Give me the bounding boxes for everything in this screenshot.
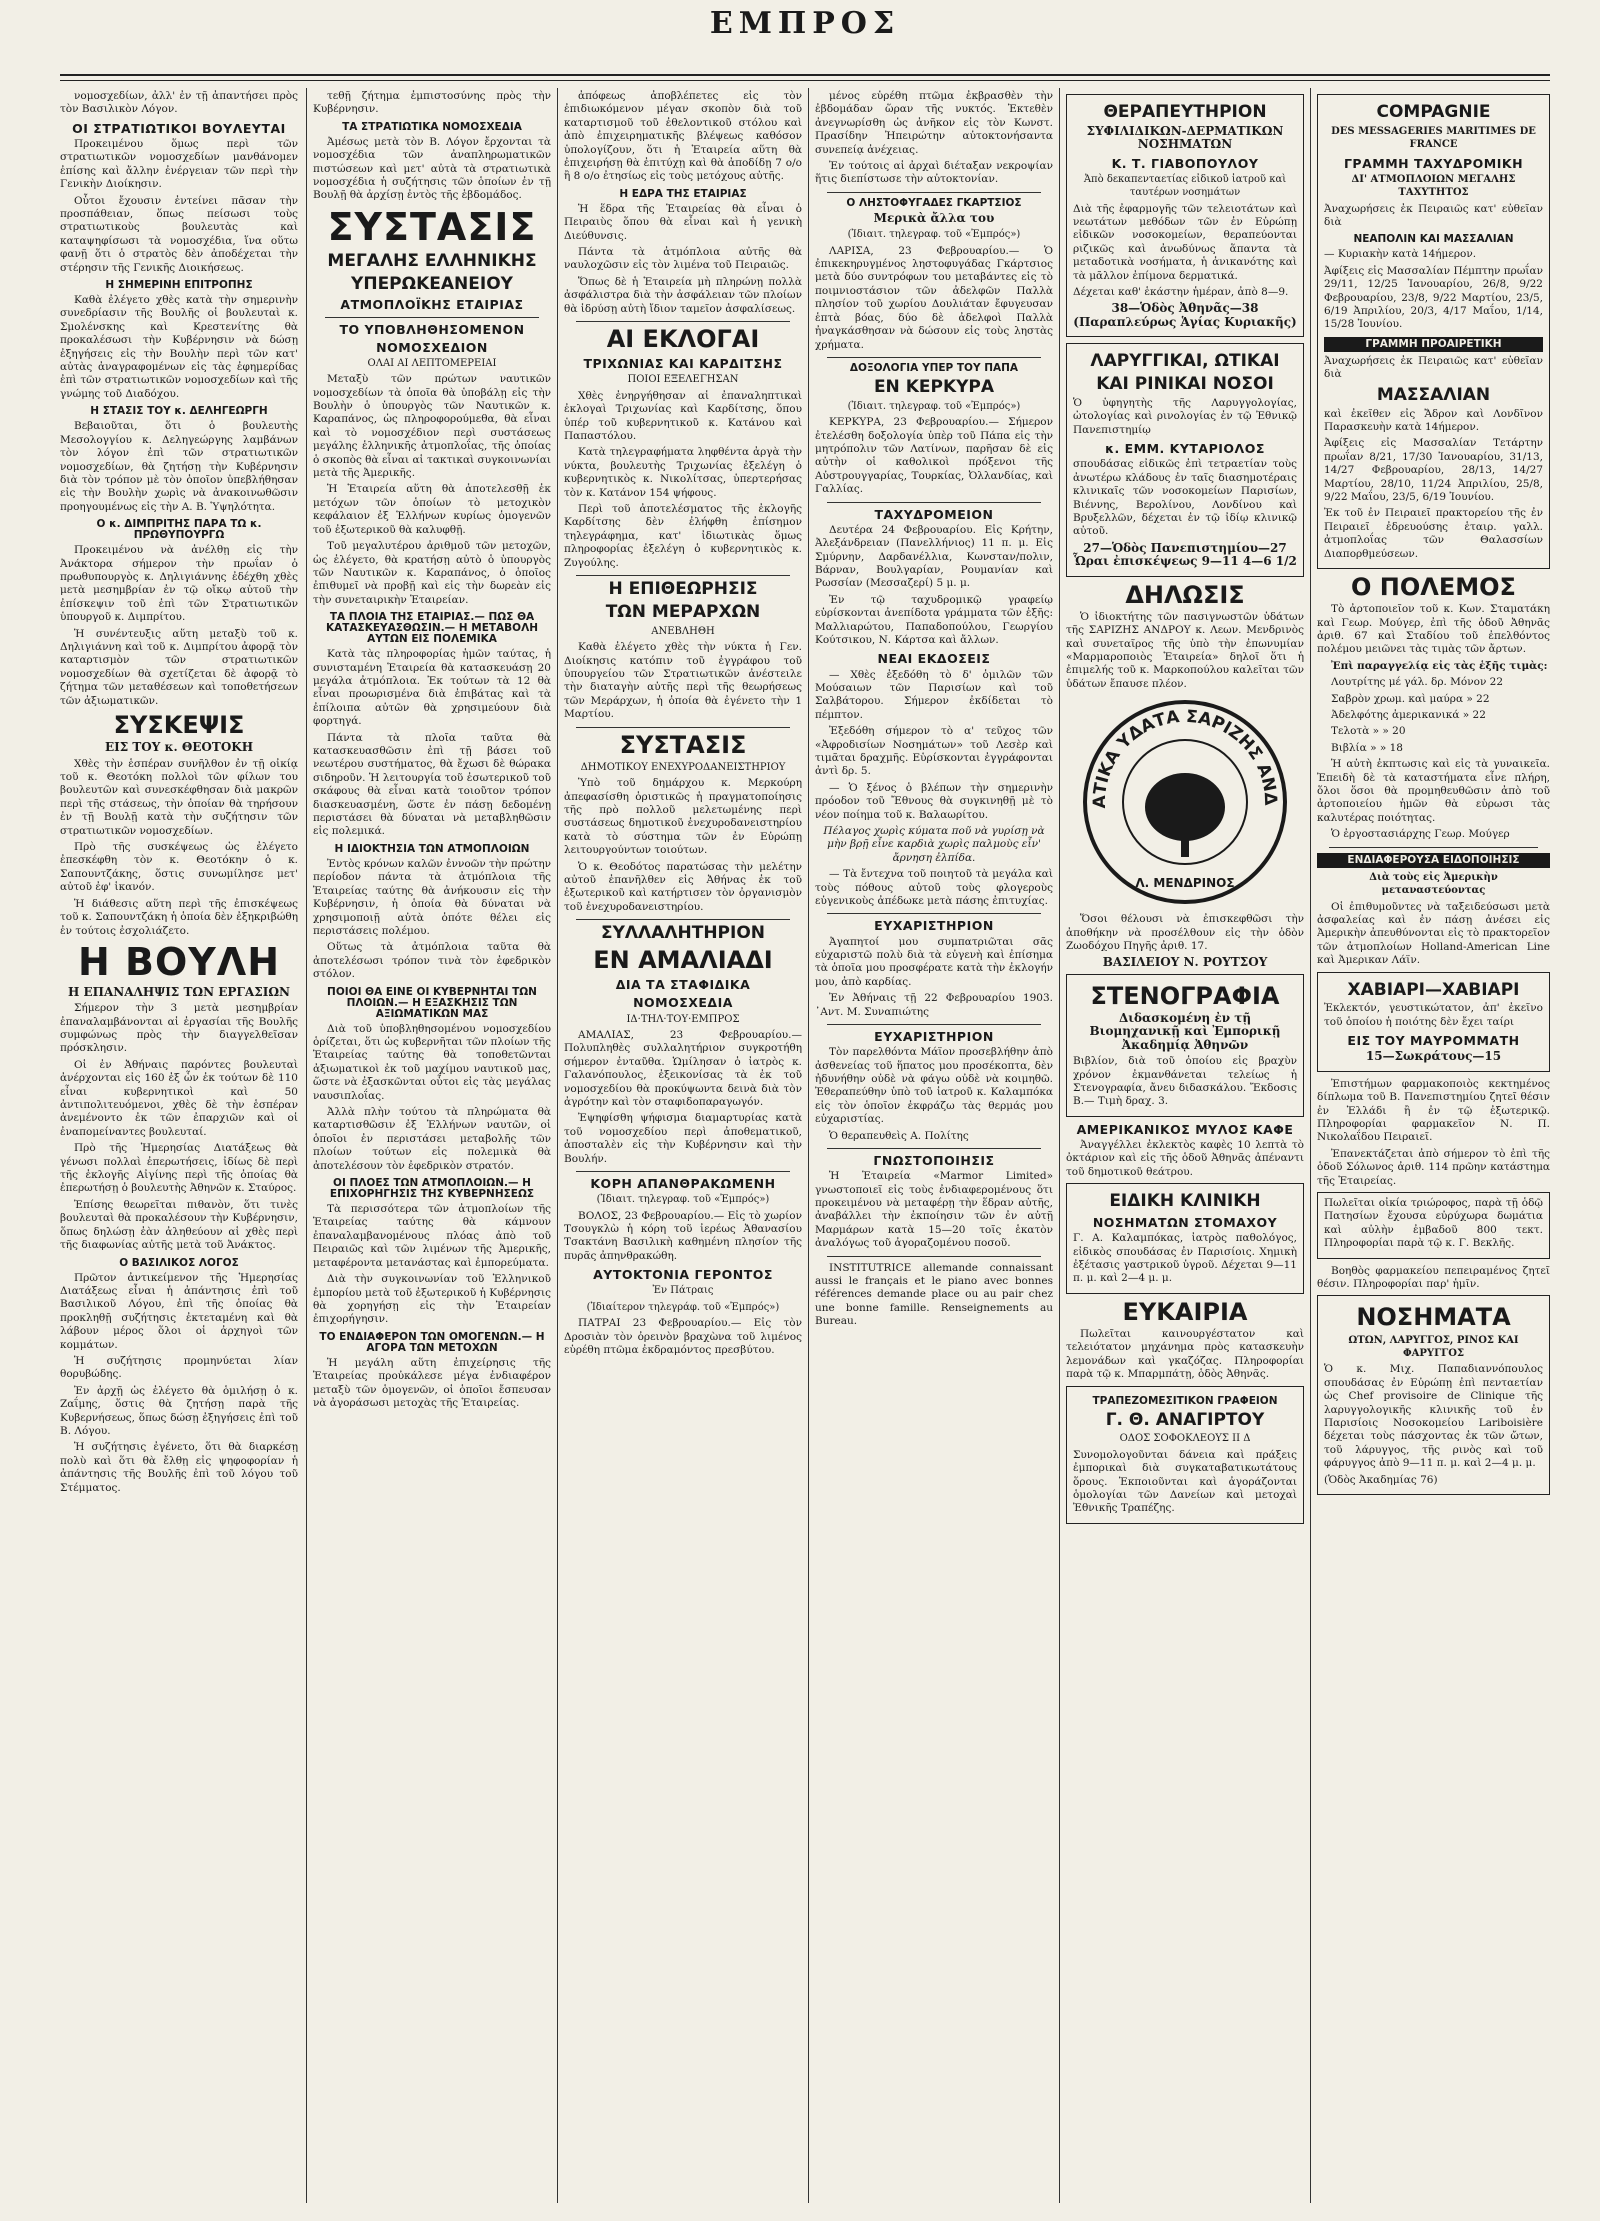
ad-text: Ὁ κ. Μιχ. Παπαδιαννόπουλος σπουδάσας ἐν Εὐρώπῃ ἐπὶ πενταετίαν ὡς Chef provisoire de Clinique τῆς λαρυγγολογικῆς κλινικῆς τοῦ ἐν Παρισίοις Νοσοκομείου Lariboisière δέχεται τοὺς πάσχοντας ἐκ τῶν ὤτων, τοῦ λάρυγγος, τῆς ρινὸς καὶ τοῦ φάρυγγος ἀπὸ 9—11 π. μ. καὶ 2—4 μ. μ. (1324, 1363, 1543, 1470)
article-text: Δευτέρα 24 Φεβρουαρίου. Εἰς Κρήτην, Ἀλεξάνδρειαν (Πανελλήνιος) 11 π. μ. Εἰς Σμύρνην, Δαρδανέλλια, Κωνσταν/πολιν, Βάρναν, Βουλγαρίαν, Ρουμανίαν καὶ Ρωσσίαν (Μεσσαζερί) 5 μ. μ. (815, 523, 1053, 590)
headline-compagnie: COMPAGNIE (1376, 102, 1491, 122)
seal-ring-text: ΑΤΙΚΑ ΥΔΑΤΑ ΣΑΡΙΖΗΣ ΑΝΔ (1089, 706, 1281, 809)
headline-giavopoulou: Κ. Τ. ΓΙΑΒΟΠΟΥΛΟΥ (1111, 155, 1259, 171)
column-4 (815, 90, 1053, 2200)
divider (827, 913, 1041, 914)
article-text: Βεβαιοῦται, ὅτι ὁ βουλευτὴς Μεσολογγίου κ. Δεληγεώργης λαμβάνων τὸν λόγον ἐπὶ τῶν στρατιωτικῶν νομοσχεδίων, θὰ ζητήσῃ τὴν Κυβέρνησιν διὰ τὸν τρόπον μὲ τὸν ὁποῖον ὑπεβλήθησαν εἰς τὴν Βουλὴν χωρὶς νὰ ἀνακοινωθῶσιν προηγουμένως εἰς τὴν Α. Β. Ὑψηλότητα. (60, 420, 298, 513)
headline-therapeutirion: ΘΕΡΑΠΕΥΤΗΡΙΟΝ (1103, 102, 1267, 122)
divider (576, 919, 790, 920)
article-text: Διὰ τὴν συγκοινωνίαν τοῦ Ἑλληνικοῦ ἐμπορίου μετὰ τοῦ ἐξωτερικοῦ ἡ Κυβέρνησις θὰ χορηγήσῃ εἰς τὴν Ἑταιρείαν ἐπιχορήγησιν. (313, 1273, 551, 1326)
headline-grammi: ΓΡΑΜΜΗ ΤΑΧΥΔΡΟΜΙΚΗ (1343, 155, 1524, 171)
article-text: Ἐπίσης θεωρεῖται πιθανὸν, ὅτι τινὲς βουλευταὶ θὰ προκαλέσουν τὴν Κυβέρνησιν, ὅπως δηλώσῃ ἐὰν ἀληθεύουν αἱ χθὲς περὶ τῆς διαφωνίας αὐτῆς μετὰ τοῦ Ἀνάκτος. (60, 1198, 298, 1252)
headline-systasis-2: ΣΥΣΤΑΣΙΣ (619, 730, 747, 759)
article-text: Οὗτοι ἔχουσιν ἐντείνει πᾶσαν τὴν προσπάθειαν, ὅπως πείσωσι τοὺς στρατιωτικοὺς βουλευτὰς καὶ καταψηφίσωσι τὰ νομοσχέδια, ἵνα οὕτω φανῇ ὅτι ὁ στρατὸς δὲν ἀποδέχεται τὴν στέρησιν τῆς Γενικῆς Διοικήσεως. (60, 194, 298, 274)
divider (576, 1171, 790, 1172)
headline-nomosxedia: ΤΑ ΣΤΡΑΤΙΩΤΙΚΑ ΝΟΜΟΣΧΕΔΙΑ (342, 120, 522, 133)
article-text: Τοῦ μεγαλυτέρου ἀριθμοῦ τῶν μετοχῶν, ὡς ἐλέγετο, θὰ κρατήσῃ αὐτὸ ὁ ὑπουργὸς τῶν Ναυτικῶν κ. Καραπάνος, ὁ ὁποῖος ἐπιθυμεῖ νὰ προβῇ καὶ εἰς τὴν δωρεὰν εἰς τὴν συνεταιρικὴν Ἑταιρείαν. (313, 540, 551, 606)
subheadline: ΙΔ·ΤΗΛ·ΤΟΥ·ΕΜΠΡΟΣ (626, 1013, 740, 1025)
subheadline: ΔΗΜΟΤΙΚΟΥ ΕΝΕΧΥΡΟΔΑΝΕΙΣΤΗΡΙΟΥ (580, 761, 786, 773)
byline: (Ἰδιαίτερον τηλεγράφ. τοῦ «Ἐμπρός») (586, 1301, 780, 1313)
column-1 (60, 90, 298, 2200)
masthead (60, 0, 1550, 80)
headline-xaviari: ΧΑΒΙΑΡΙ—ΧΑΒΙΑΡΙ (1347, 979, 1520, 1000)
subheadline: ΣΥΦΙΛΙΔΙΚΩΝ-ΔΕΡΜΑΤΙΚΩΝ ΝΟΣΗΜΑΤΩΝ (1086, 123, 1284, 152)
article-text: Ἡ ἕδρα τῆς Ἑταιρείας θὰ εἶναι ὁ Πειραιὺς ὅπου θὰ εἶναι καὶ ἡ γενικὴ Διεύθυνσις. (564, 202, 802, 242)
ad-text: Ἀναχωρήσεις ἐκ Πειραιῶς κατ' εὐθεῖαν διὰ (1324, 354, 1543, 381)
subheadline: ΕΙΣ ΤΟΥ κ. ΘΕΟΤΟΚΗ (104, 740, 254, 755)
article-text: Ἐψηφίσθη ψήφισμα διαμαρτυρίας κατὰ τοῦ νομοσχεδίου περὶ ἀποθεματικοῦ, ἀποσταλὲν εἰς τὴν Κυβέρνησιν καὶ τὴν Βουλήν. (564, 1112, 802, 1165)
ad-address: (Ὁδὸς Ἀκαδημίας 76) (1324, 1473, 1438, 1486)
headline-stenografia: ΣΤΕΝΟΓΡΑΦΙΑ (1090, 981, 1280, 1010)
headline-eidiki-kliniki: ΕΙΔΙΚΗ ΚΛΙΝΙΚΗ (1109, 1191, 1261, 1212)
byline: (Ἰδιαιτ. τηλεγραφ. τοῦ «Ἐμπρός») (847, 400, 1021, 412)
article-text: Πρὸ τῆς Ἡμερησίας Διατάξεως θὰ γένωσι πολλαὶ ἐπερωτήσεις, ἰδίως δὲ περὶ τῆς ἐκλογῆς Αἰγίνης περὶ τῆς ὁποίας θὰ ἐπερωτήσῃ ὁ βουλευτὴς Ἀθηνῶν κ. Σταύρος. (60, 1142, 298, 1195)
article-text: τεθῇ ζήτημα ἐμπιστοσύνης πρὸς τὴν Κυβέρνησιν. (313, 90, 551, 116)
ad-text: Ὁ ὑφηγητὴς τῆς Λαρυγγολογίας, ὠτολογίας καὶ ρινολογίας ἐν τῷ Ἐθνικῷ Πανεπιστημίῳ (1073, 396, 1297, 436)
subheadline: ΠΟΙΟΙ ΕΞΕΛΕΓΗΣΑΝ (627, 374, 739, 386)
ad-trapezitikon (1066, 1386, 1304, 1524)
article-text: Ὁ κ. Θεοδότος παρατώσας τὴν μελέτην αὐτοῦ ἐπανῆλθεν εἰς Ἀθήνας ἐκ τοῦ ἐξωτερικοῦ καὶ κατήρτισεν τὸν ὀργανισμὸν τοῦ ἐνεχυροδανειστηρίου. (564, 860, 802, 913)
ad-stenografia (1066, 974, 1304, 1117)
headline-ekloges: ΑΙ ΕΚΛΟΓΑΙ (606, 325, 760, 354)
divider (576, 321, 790, 322)
byline: (Ἰδιαιτ. τηλεγραφ. τοῦ «Ἐμπρός») (847, 229, 1021, 241)
article-text: Μεταξὺ τῶν πρώτων ναυτικῶν νομοσχεδίων τὰ ὁποῖα θὰ ὑποβάλῃ εἰς τὴν Βουλὴν ὁ ὑπουργὸς τῶν Ναυτικῶν κ. Καραπάνος, ὡς πληροφορούμεθα, θὰ εἶναι καὶ τὸ νομοσχέδιον περὶ συστάσεως μεγάλης ἑλληνικῆς ἀτμοπλοΐας, τῆς ὁποίας ὁ σκοπὸς θὰ εἶναι αἱ τακτικαὶ συγκοινωνίαι μετὰ τῆς Ἀμερικῆς. (313, 373, 551, 480)
column-divider (557, 88, 558, 2203)
article-text: Ἀγαπητοί μου συμπατριῶται σᾶς εὐχαριστῶ πολὺ διὰ τὰ εὐγενὴ καὶ ἐπίσημα τὰ ὁποῖα μου προσφέρατε κατὰ τὴν ἐκλογήν μου, ἀπὸ καρδίας. (815, 935, 1053, 988)
headline-megalis: ΜΕΓΑΛΗΣ ΕΛΛΗΝΙΚΗΣ (327, 250, 537, 271)
article-text: ἀπόφεως ἀποβλέπετες εἰς τὸν ἐπιδιωκόμενον μέγαν σκοπὸν διὰ τοῦ καταρτισμοῦ τοῦ ἐθελοντικοῦ στόλου καὶ ἀπὸ ἐπιχειρηματικῆς βλέψεως καθόσον ὑπολογίζουν, ὅτι ἡ Ἑταιρεία αὕτη θὰ ἐπιχειρήσῃ θὰ ἐπιτύχῃ καὶ θὰ ἀποδίδῃ 7 ο/ο ἢ 8 ο/ο ἐτησίως εἰς τοὺς μετόχους αὐτῆς. (564, 90, 802, 183)
ad-xaviari (1317, 972, 1550, 1072)
subheadline: ΩΤΩΝ, ΛΑΡΥΓΓΟΣ, ΡΙΝΟΣ ΚΑΙ ΦΑΡΥΓΓΟΣ (1348, 1334, 1519, 1360)
headline-stafidika: ΔΙΑ ΤΑ ΣΤΑΦΙΔΙΚΑ (615, 977, 751, 993)
headline-autoktonia: ΑΥΤΟΚΤΟΝΙΑ ΓΕΡΟΝΤΟΣ (593, 1267, 773, 1283)
article-text: — Χθὲς ἐξεδόθη τὸ δ' ὁμιλῶν τῶν Μούσαιων τῶν Παρισίων καὶ τοῦ Σαλβάτορου. Σήμερον ἐκδίδεται τὸ πέμπτον. (815, 668, 1053, 721)
column-divider (808, 88, 809, 2203)
headline-doxologia: ΔΟΞΟΛΟΓΙΑ ΥΠΕΡ ΤΟΥ ΠΑΠΑ (849, 361, 1019, 374)
headline-trixonias: ΤΡΙΧΩΝΙΑΣ ΚΑΙ ΚΑΡΔΙΤΣΗΣ (583, 356, 783, 372)
menrinos-seal (1080, 697, 1290, 907)
headline-euxaristirion-2: ΕΥΧΑΡΙΣΤΗΡΙΟΝ (874, 1029, 994, 1044)
headline-gnostopoiisis: ΓΝΩΣΤΟΠΟΙΗΣΙΣ (873, 1152, 995, 1168)
subheadline: ΑΝΕΒΛΗΘΗ (651, 625, 715, 637)
subheadline: ΔΙ' ΑΤΜΟΠΛΟΙΩΝ ΜΕΓΑΛΗΣ ΤΑΧΥΤΗΤΟΣ (1351, 173, 1516, 199)
ad-address: 38—Ὁδὸς Ἀθηνᾶς—38 (Παραπλεύρως Ἁγίας Κυριακῆς) (1073, 301, 1297, 329)
ad-text: Διὰ τῆς ἐφαρμογῆς τῶν τελειοτάτων καὶ νεωτάτων μεθόδων τῶν ἐν Εὐρώπῃ εἰδικῶν νοσοκομείων, θεραπεύονται ριζικῶς καὶ ἀνωδύνως ἅπαντα τὰ μεταδοτικὰ νοσήματα, ἡ ἀνικανότης καὶ τὰ μᾶλλον ἐπίμονα δερματικά. (1073, 202, 1297, 282)
article-text: Ἡ Ἑταιρεία αὕτη θὰ ἀποτελεσθῇ ἐκ μετόχων τῶν ὁποίων τὸ μετοχικὸν κεφάλαιον ἐξ Ἑλλήνων κυρίως ὁμογενῶν τοῦ ἐξωτερικοῦ θὰ καλυφθῇ. (313, 483, 551, 536)
article-text: Ἐν τούτοις αἱ ἀρχαὶ διέταξαν νεκροψίαν ἥτις διεπίστωσε τὴν αὐτοκτονίαν. (815, 160, 1053, 186)
article-text: ΚΕΡΚΥΡΑ, 23 Φεβρουαρίου.— Σήμερον ἐτελέσθη δοξολογία ὑπὲρ τοῦ Πάπα εἰς τὴν μητρόπολιν τῶν Λατίνων, παρῆσαν δὲ εἰς αὐτὴν οἱ καθολικοὶ πρόξενοι τῆς Αὐστρουγγαρίας, Τουρκίας, Ὀλλανδίας, καὶ Γαλλίας. (815, 416, 1053, 496)
ad-therapeutirion (1066, 94, 1304, 337)
article-text: Οἱ ἐπιθυμοῦντες νὰ ταξειδεύσωσι μετὰ ἀσφαλείας καὶ ἐν πάσῃ ἀνέσει εἰς Ἀμερικὴν ἀπευθύνονται εἰς τὸ πρακτορεῖον τῶν ἀτμοπλοίων Holland-American Line καὶ Ἀμερικαν Λάϊν. (1317, 900, 1550, 967)
headline-ploia: ΤΑ ΠΛΟΙΑ ΤΗΣ ΕΤΑΙΡΙΑΣ.— ΠΩΣ ΘΑ ΚΑΤΑΣΚΕΥΑΣΘΩΣΙΝ.— Η ΜΕΤΑΒΟΛΗ ΑΥΤΩΝ ΕΙΣ ΠΟΛΕΜΙΚΑ (326, 611, 538, 646)
poem-text: Πέλαγος χωρὶς κύματα ποῦ νὰ γυρίσῃ νὰ μὴν βρῇ εἶνε καρδιὰ χωρὶς παλμοὺς εἶν' ἄρνηση ἐλπίδα. (823, 825, 1045, 864)
headline-kyvernitai: ΠΟΙΟΙ ΘΑ ΕΙΝΕ ΟΙ ΚΥΒΕΡΝΗΤΑΙ ΤΩΝ ΠΛΟΙΩΝ.— Η ΕΞΑΣΚΗΣΙΣ ΤΩΝ ΑΞΙΩΜΑΤΙΚΩΝ ΜΑΣ (327, 985, 537, 1020)
headline-dimpritis: Ο κ. ΔΙΜΠΡΙΤΗΣ ΠΑΡΑ ΤΩ κ. ΠΡΩΘΥΠΟΥΡΓΩ (96, 518, 262, 542)
divider (576, 575, 790, 576)
ad-note: Ἀπὸ δεκαπενταετίας εἰδικοῦ ἰατροῦ καὶ ταυτέρων νοσημάτων (1083, 173, 1287, 199)
subheadline: Μερικὰ ἄλλα του (873, 210, 995, 225)
divider (827, 502, 1041, 503)
article-text: Προκειμένου νὰ ἀνέλθῃ εἰς τὴν Ἀνάκτορα σήμερον τὴν πρωΐαν ὁ πρωθυπουργὸς κ. Δηλιγιάννης ἐδέχθη χθὲς μετὰ μεσημβρίαν ἐν τῷ οἴκῳ αὐτοῦ τὴν ἐπίσκεψιν τοῦ ἐπὶ τῶν Στρατιωτικῶν ὑπουργοῦ κ. Διμπρίτου. (60, 544, 298, 624)
ad-address: 15—Σωκράτους—15 (1365, 1049, 1502, 1064)
article-text: Ἡ συζήτησις προμηνύεται λίαν θορυβώδης. (60, 1354, 298, 1381)
article-text: INSTITUTRICE allemande connaissant aussi le français et le piano avec bonnes références demande place ou au pair chez une bonne famille. Renseignements au Bureau. (815, 1261, 1053, 1328)
article-text: Κατὰ τηλεγραφήματα ληφθέντα ἀργὰ τὴν νύκτα, βουλευτὴς Τριχωνίας ἐξελέγη ὁ κυβερνητικὸς κ. Νικολίτσας, ὑπερτερήσας τὸν κ. Κατάνον 154 ψήφους. (564, 446, 802, 499)
headline-endiaferon: ΤΟ ΕΝΔΙΑΦΕΡΟΝ ΤΩΝ ΟΜΟΓΕΝΩΝ.— Η ΑΓΟΡΑ ΤΩΝ ΜΕΤΟΧΩΝ (319, 1330, 545, 1354)
headline-merarxon: ΤΩΝ ΜΕΡΑΡΧΩΝ (605, 601, 761, 622)
article-text: Τὸ ἀρτοποιεῖον τοῦ κ. Κων. Σταματάκη καὶ Γεωρ. Μούγερ, ἐπὶ τῆς ὁδοῦ Ἀθηνᾶς ἀριθ. 67 καὶ Σταδίου τοῦ ἐπελθόντος πολέμου μειῶνει τὰς τιμὰς τῶν ἄρτων. (1317, 603, 1550, 656)
price-line: Σαβρὸν χρωμ. καὶ μαύρα » 22 (1331, 692, 1490, 705)
article-text: Βοηθὸς φαρμακείου πεπειραμένος ζητεῖ θέσιν. Πληροφορίαι παρ' ἡμῖν. (1317, 1264, 1550, 1291)
headline-syskepsis: ΣΥΣΚΕΨΙΣ (113, 711, 245, 740)
headline-mavrommati: ΕΙΣ ΤΟΥ ΜΑΥΡΟΜΜΑΤΗ (1347, 1033, 1520, 1049)
headline-idioktisia: Η ΙΔΙΟΚΤΗΣΙΑ ΤΩΝ ΑΤΜΟΠΛΟΙΩΝ (334, 842, 530, 855)
article-text: Ἀναγγέλλει ἐκλεκτὸς καφὲς 10 λεπτὰ τὸ ὀκτάριον καὶ εἰς τῆς ὁδοῦ Ἀθηνᾶς ἀπέναντι τοῦ δημοτικοῦ θεάτρου. (1066, 1138, 1304, 1178)
article-text: Ἡ διάθεσις αὕτη περὶ τῆς ἐπισκέψεως τοῦ κ. Σαπουντζάκη ἡ ὁποία δὲν ἐξηκριβώθη ἐν τούτοις ἐσχολιάζετο. (60, 897, 298, 937)
price-line: Ἀδελφότης ἀμερικανικά » 22 (1331, 709, 1486, 722)
article-text: Ἀμέσως μετὰ τὸν Β. Λόγον ἔρχονται τὰ νομοσχέδια τῶν ἀναπληρωματικῶν πιστώσεων καὶ μετ' αὐτὰ τὰ στρατιωτικὰ νομοσχέδια ἡ συζήτησις τῶν ὁποίων ἐν τῇ Βουλῇ θὰ ἀρχίσῃ ἐντὸς τῆς ἑβδομάδος. (313, 135, 551, 202)
article-text: Κατὰ τὰς πληροφορίας ἡμῶν ταύτας, ἡ συνισταμένη Ἑταιρεία θὰ κατασκευάσῃ 20 μεγάλα ἀτμόπλοια. Ἐκ τούτων τὰ 12 θὰ εἶναι προωρισμένα διὰ ἐπιβάτας καὶ τὰ ἐπίλοιπα αὐτῶν θὰ χρησιμεύουν διὰ φορτηγά. (313, 648, 551, 728)
divider (827, 1256, 1041, 1257)
article-text: Οἱ ἐν Ἀθήναις παρόντες βουλευταὶ ἀνέρχονται εἰς 160 ἐξ ὧν ἐκ τούτων δὲ 110 εἶναι κυβερνητικοὶ καὶ 50 ἀντιπολιτευόμενοι, χθὲς δὲ τὴν ἑσπέραν ἀνεμένοντο ἐκ τῶν ἐπαρχιῶν καὶ οἱ ἐναπομείναντες βουλευταί. (60, 1058, 298, 1138)
headline-epitheorisis: Η ΕΠΙΘΕΩΡΗΣΙΣ (608, 579, 758, 600)
column-divider (1059, 88, 1060, 2203)
column-5 (1066, 90, 1304, 2200)
headline-stasis: Η ΣΤΑΣΙΣ ΤΟΥ κ. ΔΕΛΗΓΕΩΡΓΗ (90, 405, 268, 418)
article-text: Ἐπιστήμων φαρμακοποιὸς κεκτημένος δίπλωμα τοῦ Β. Πανεπιστημίου ζητεῖ θέσιν ἐν Ἑλλάδι ἢ ἐν τῷ ἐξωτερικῷ. Πληροφορίαι φαρμακεῖον Ν. Π. Νικολαΐδου Πειραιεῖ. (1317, 1077, 1550, 1144)
article-text: ΠΑΤΡΑΙ 23 Φεβρουαρίου.— Εἰς τὸν Δροσιὰν τὸν ὀρεινὸν βραχὼνα τοῦ λιμένος εὑρέθη πτῶμα ἐκδραμόντος πρεσβύτου. (564, 1317, 802, 1356)
article-text: Πωλεῖται καινουργέστατον καὶ τελειότατον μηχάνημα πρὸς κατασκευὴν λεμονάδων καὶ γκαζόζας. Πληροφορίαι παρὰ τῷ κ. Μπαρμπάτῃ, ὁδὸς Ἀθηνᾶς. (1066, 1327, 1304, 1381)
headline-anagirtou: Γ. Θ. ΑΝΑΓΙΡΤΟΥ (1105, 1409, 1265, 1430)
article-text: Ἐπανεκτάζεται ἀπὸ σήμερον τὸ ἐπὶ τῆς ὁδοῦ Σόλωνος ἀριθ. 114 πρῶην κατάστημα τῆς Ἑταιρείας. (1317, 1147, 1550, 1187)
signature: Ἐν Ἀθήναις τῇ 22 Φεβρουαρίου 1903. ᾿Αντ. Μ. Συναπιώτης (815, 992, 1053, 1018)
headline-neai-ekdoseis: ΝΕΑΙ ΕΚΔΟΣΕΙΣ (877, 651, 991, 667)
headline-kori: ΚΟΡΗ ΑΠΑΝΘΡΑΚΩΜΕΝΗ (590, 1176, 776, 1192)
headline-nomosxedia-2: ΝΟΜΟΣΧΕΔΙΑ (633, 995, 733, 1011)
ad-address: ΟΔΟΣ ΣΟΦΟΚΛΕΟΥΣ ΙΙ Δ (1119, 1433, 1251, 1445)
headline-laryngikai: ΛΑΡΥΓΓΙΚΑΙ, ΩΤΙΚΑΙ (1090, 351, 1280, 372)
ad-nosimata (1317, 1295, 1550, 1495)
article-text: Ἐν ἀρχῇ ὡς ἐλέγετο θὰ ὁμιλήσῃ ὁ κ. Ζαΐμης, ὅστις θὰ ζητήσῃ παρὰ τῆς Κυβερνήσεως, ὅπως δώσῃ ἐξηγήσεις ἐπὶ τοῦ Β. Λόγου. (60, 1384, 298, 1437)
signature: ΒΑΣΙΛΕΙΟΥ Ν. ΡΟΥΤΣΟΥ (1102, 955, 1268, 970)
headline-polemos: Ο ΠΟΛΕΜΟΣ (1351, 573, 1516, 601)
ad-text: Ἀφίξεις εἰς Μασσαλίαν Τετάρτην πρωΐαν 8/21, 17/30 Ἰανουαρίου, 31/13, 14/27 Φεβρουαρίου, 28/13, 14/27 Μαρτίου, 28/10, 11/24 Ἀπριλίου, 25/8, 9/22 Μαΐου, 23/5, 6/19 Ἰουνίου. (1324, 437, 1543, 503)
article-text: — Ὁ ξένος ὁ βλέπων τὴν σημερινὴν πρόοδον τοῦ Ἔθνους θὰ συγκινηθῇ μὲ τὸ νέον ποίημα τοῦ κ. Βαλαωρίτου. (815, 781, 1053, 821)
divider (827, 357, 1041, 358)
article-text: Χθὲς ἐνηργήθησαν αἱ ἐπαναληπτικαὶ ἐκλογαὶ Τριχωνίας καὶ Καρδίτσης, ὅπου ὑπέρ τοῦ κυβερνητικοῦ κ. Κατάνου καὶ Παπαστόλου. (564, 389, 802, 443)
headline-euxaristirion: ΕΥΧΑΡΙΣΤΗΡΙΟΝ (874, 918, 994, 934)
headline-logos: Ο ΒΑΣΙΛΙΚΟΣ ΛΟΓΟΣ (119, 1256, 239, 1269)
ad-text: Ἀναχωρήσεις ἐκ Πειραιῶς κατ' εὐθεῖαν διὰ (1324, 202, 1543, 228)
article-text: Διὰ τοῦ ὑποβληθησομένου νομοσχεδίου ὁρίζεται, ὅτι ὡς κυβερνῆται τῶν πλοίων τῆς Ἑταιρείας ταύτης θὰ τοποθετῶνται ἀξιωματικοὶ ἐκ τοῦ μαχίμου ναυτικοῦ μας, ὥστε νὰ ἐξασκῶνται οὗτοι εἰς τὰς μεγάλας ναυσιπλοΐας. (313, 1022, 551, 1102)
article-text: Οὕτως τὰ ἀτμόπλοια ταῦτα θὰ ἀποτελέσωσι τρόπον τινὰ τὸν ἐφεδρικὸν στόλον. (313, 941, 551, 981)
headline-amaliadi: ΕΝ ΑΜΑΛΙΑΔΙ (593, 946, 773, 975)
divider (827, 192, 1041, 193)
article-text: Σήμερον τὴν 3 μετὰ μεσημβρίαν ἐπαναλαμβάνονται αἱ ἐργασίαι τῆς Βουλῆς συμφώνως πρὸς τὴν διαγγελθεῖσαν πρόσκλησιν. (60, 1002, 298, 1055)
headline-stomaxou: ΝΟΣΗΜΑΤΩΝ ΣΤΟΜΑΧΟΥ (1092, 1215, 1278, 1230)
article-text: Ἡ συζήτησις ἐγένετο, ὅτι θὰ διαρκέσῃ πολὺ καὶ ὅτι θὰ ἔλθῃ εἰς ψηφοφορίαν ἡ ἀπάντησις τῆς Βουλῆς ἐπὶ τοῦ λόγου τοῦ Στέμματος. (60, 1441, 298, 1494)
headline-diloseis: ΔΗΛΩΣΙΣ (1125, 580, 1245, 609)
article-text: Ἐντὸς κρόνων καλῶν ἐννοῶν τὴν πρώτην περίοδον πάντα τὰ ἀτμόπλοια τῆς Ἑταιρείας ταύτης θὰ ἀνήκουσιν εἰς τὴν Κυβέρνησιν, ἡ ὁποία θὰ δύναται νὰ χρησιμοποιῇ αὐτὰ ὁπότε θέλει εἰς περιστάσεις πολέμου. (313, 857, 551, 937)
ad-address: 27—Ὁδὸς Πανεπιστημίου—27 Ὧραι ἐπισκέψεως 9—11 4—6 1/2 (1073, 540, 1297, 569)
article-text: Ὅσοι θέλουσι νὰ ἐπισκεφθῶσι τὴν ἀποθήκην νὰ προσέλθουν εἰς τὴν ὁδὸν Ζωοδόχου Πηγῆς ἀριθ. 17. (1066, 913, 1304, 952)
ad-laryngikai (1066, 343, 1304, 576)
column-6 (1317, 90, 1550, 2200)
seal-center-text: Λ. ΜΕΝΔΡΙΝΟΣ (1135, 876, 1235, 891)
ad-text: καὶ ἐκεῖθεν εἰς Ἄδρον καὶ Λονδῖνον Παρασκευὴν κατὰ 14ήμερον. (1324, 407, 1543, 433)
article-text: Ἐν τῷ ταχυδρομικῷ γραφείῳ εὑρίσκονται ἀνεπίδοτα γράμματα τῶν ἑξῆς: Μαλλιαρώτου, Παπαδοπούλου, Γεωργίου Κούτσικου, Ν. Κάρτσα καὶ ἄλλων. (815, 593, 1053, 646)
article-text: ΑΜΑΛΙΑΣ, 23 Φεβρουαρίου.— Πολυπληθὲς συλλαλητήριον συγκροτήθη σήμερον ἐνταῦθα. Ὡμίλησαν ὁ ἰατρὸς κ. Γαλανόπουλος, ἐξεικονίσας τὰ ἐκ τοῦ νομοσχεδίου θὰ προκύψωντα δεινὰ διὰ τὸν ἀγρότην καὶ τὸν σταφιδοπαραγωγόν. (564, 1028, 802, 1109)
column-divider (306, 88, 307, 2203)
headline-rinikai: ΚΑΙ ΡΙΝΙΚΑΙ ΝΟΣΟΙ (1096, 374, 1274, 395)
article-text: Ὁ ἰδιοκτήτης τῶν πασιγνωστῶν ὑδάτων τῆς ΣΑΡΙΖΗΣ ΑΝΔΡΟΥ κ. Λεων. Μενδρινὸς καὶ συνεταῖρος τῆς ὑπὸ τὴν ἐπωνυμίαν «Μαρμαροποιὸς Ἑταιρεία» δηλοῖ ὅτι ἡ ἐπιμελής τοῦ κ. Μαρκοπούλου καλεῖται τῶν ὑδάτων ἔπαυσε πλέον. (1066, 610, 1304, 690)
article-text: Πάντα τὰ πλοῖα ταῦτα θὰ κατασκευασθῶσιν ἐπὶ τῇ βάσει τοῦ νεωτέρου συστήματος, θὰ ἔχωσι δὲ θώρακα σιδηροῦν. Ἡ λειτουργία τοῦ ἐσωτερικοῦ τοῦ σκάφους θὰ εἶναι κατὰ τοιοῦτον τρόπον διασκευασμένη, ὥστε ἐν πάσῃ δεδομένῃ περιστάσει θὰ δύναται νὰ μεταβληθῶσιν εἰς πολεμικά. (313, 731, 551, 838)
headline-stratiotikoi: ΟΙ ΣΤΡΑΤΙΩΤΙΚΟΙ ΒΟΥΛΕΥΤΑΙ (72, 120, 286, 136)
article-text: ΒΟΛΟΣ, 23 Φεβρουαρίου.— Εἰς τὸ χωρίον Τσουγκλὼ ἡ κόρη τοῦ ἰερέως Ἀθανασίου Τσακτάνη Βασιλικὴ καθημένη πλησίον τῆς πυρᾶς ἀπηνθρακώθη. (564, 1209, 802, 1262)
ad-eidiki-kliniki (1066, 1183, 1304, 1294)
ad-text: Ἐκλεκτόν, γευστικώτατον, ἀπ' ἐκεῖνο τοῦ ὁποίου ἡ ποιότης δὲν ἔχει ταίρι (1324, 1002, 1543, 1028)
divider (827, 1024, 1041, 1025)
headline-kerkyra: ΕΝ ΚΕΡΚΥΡΑ (873, 376, 995, 397)
article-text: Ὑπὸ τοῦ δημάρχου κ. Μερκούρη ἀπεφασίσθη ὁριστικῶς ἡ πραγματοποίησις τῆς πρὸ πολλοῦ μελετωμένης περὶ συστάσεως δημοτικοῦ ἐνεχυροδανειστηρίου κατὰ τὸ σύστημα τῶν ἐν Εὐρώπῃ λειτουργούντων τοιούτων. (564, 777, 802, 857)
subheadline: DES MESSAGERIES MARITIMES DE FRANCE (1331, 125, 1536, 151)
article-text: Ἀλλὰ πλὴν τούτου τὰ πληρώματα θὰ καταρτισθῶσιν ἐξ Ἑλλήνων ναυτῶν, οἱ ὁποῖοι ἐν περιστάσει μεταβολῆς τῶν πλοίων τούτων εἰς πολεμικὰ θὰ ἀποτελέσουν τὸν ἐφεδρικὸν στρατόν. (313, 1106, 551, 1172)
subheadline: Διδασκομένη ἐν τῇ Βιομηχανικῇ καὶ Ἐμπορικῇ Ἀκαδημίᾳ Ἀθηνῶν (1089, 1010, 1281, 1052)
newspaper-title: ΕΜΠΡΟΣ (709, 6, 901, 41)
ad-text: Βιβλίον, διὰ τοῦ ὁποίου εἰς βραχὺν χρόνον ἐκμανθάνεται τελείως ἡ Στενογραφία, ἄνευ διδασκάλου. Ἔκδοσις Β.— Τιμὴ δραχ. 3. (1073, 1055, 1297, 1108)
article-text: Ἡ αὐτὴ ἐκπτωσις καὶ εἰς τὰ γυναικεῖα. Ἐπειδὴ δὲ τὰ καταστήματα εἶνε πλήρη, ὅλοι ὅσοι θὰ προμηθευθῶσιν ἀπὸ τοῦ ἀρτοποιείου ἡμῶν θὰ εὑρωσι τὰς καλυτέρας ποιότητας. (1317, 758, 1550, 824)
headline-nomosxedion: ΝΟΜΟΣΧΕΔΙΟΝ (376, 339, 488, 355)
headline-nosimata: ΝΟΣΗΜΑΤΑ (1356, 1303, 1511, 1332)
divider (1329, 847, 1538, 848)
article-text: Τὰ περισσότερα τῶν ἀτμοπλοίων τῆς Ἑταιρείας ταύτης θὰ κάμνουν ἐπαναλαμβανομένους πλόας ἀπὸ τοῦ Πειραιῶς καὶ τῶν λιμένων τῆς Ἀμερικῆς, μεταφέροντα μετανάστας καὶ ἐμπορεύματα. (313, 1203, 551, 1269)
article-text: Καθὰ ἐλέγετο χθὲς τὴν νύκτα ἡ Γεν. Διοίκησις κατόπιν τοῦ ἐγγράφου τοῦ ὑπουργείου τῶν Στρατιωτικῶν ἀνέστειλε τὴν διαταγὴν αὐτῆς περὶ τῆς θεωρήσεως τῶν Μεράρχων, ἡ ὁποία θὰ ἐγένετο τὴν 1 Μαρτίου. (564, 641, 802, 721)
headline-ypovlithisomenon: ΤΟ ΥΠΟΒΛΗΘΗΣΟΜΕΝΟΝ (339, 321, 525, 337)
article-text: ΛΑΡΙΣΑ, 23 Φεβρουαρίου.— Ὁ ἐπικεκηρυγμένος ληστοφυγάδας Γκάρτσιος μετὰ δύο συντρόφων του μεταβάντες εἰς τὸ ποιμνιοστάσιον τῶν ἀδελφῶν Παλλὰ πλησίον τοῦ χωρίου Δουλιάταν ἔφυγευσαν ἑπτὰ βόας, δύο δὲ ἀδελφοὶ Παλλὰ ἠναγκάσθησαν νὰ δώσουν εἰς τοὺς ληστὰς χρήματα. (815, 244, 1053, 351)
headline-vouli: Η ΒΟΥΛΗ (77, 939, 281, 984)
headline-systasis: ΣΥΣΤΑΣΙΣ (327, 204, 537, 249)
divider (827, 1148, 1041, 1149)
headline-kytariolos: κ. ΕΜΜ. ΚΥΤΑΡΙΟΛΟΣ (1105, 441, 1265, 457)
column-divider (1310, 88, 1311, 2203)
article-text: Τὸν παρελθόντα Μάϊον προσεβλήθην ἀπὸ ἀσθενείας τοῦ ἥπατος μου προσέκοπτα, δὲν ἠδυνήθην οὐδὲ νὰ φάγω οὐδὲ νὰ κοιμηθῶ. Ἐθεραπεύθην ὑπὸ τοῦ ἰατροῦ κ. Καλαμπόκα εἰς τὸν ὁποῖον ἐκφράζω τὰς θερμάς μου εὐχαριστίας. (815, 1046, 1053, 1126)
signature: Ὁ ἐργοστασιάρχης Γεωρ. Μούγερ (1331, 828, 1510, 841)
article-text: Πρὸ τῆς συσκέψεως ὡς ἐλέγετο ἐπεσκέφθη τὸν κ. Θεοτόκην ὁ κ. Σαπουντζάκης, ὅστις συνωμίλησε μετ' αὐτοῦ ἐφ' ἱκανόν. (60, 841, 298, 894)
column-3 (564, 90, 802, 2200)
headline-listofugas: Ο ΛΗΣΤΟΦΥΓΑΔΕΣ ΓΚΑΡΤΣΙΟΣ (846, 196, 1022, 209)
article-text: — Τὰ ἔντεχνα τοῦ ποιητοῦ τὰ μεγάλα καὶ τοὺς πόθους αὐτοῦ τοὺς φλογεροὺς εὐγενικοὺς ἀπέδωκε μετὰ πάσης ἐπιτυχίας. (815, 868, 1053, 908)
signature: Ὁ θεραπευθεὶς Α. Πολίτης (829, 1129, 969, 1142)
headline-syllalitirion: ΣΥΛΛΑΛΗΤΗΡΙΟΝ (600, 923, 766, 944)
article-text: Χθὲς τὴν ἑσπέραν συνῆλθον ἐν τῇ οἰκίᾳ τοῦ κ. Θεοτόκη πολλοὶ τῶν φίλων του βουλευτῶν καὶ συνεσκέφθησαν διὰ μακρῶν περὶ τῆς στάσεως, τὴν ὁποίαν θὰ τηρήσουν ἐν τῇ Βουλῇ κατὰ τὴν συζήτησιν τῶν στρατιωτικῶν νομοσχεδίων. (60, 757, 298, 837)
headline-eukairia: ΕΥΚΑΙΡΙΑ (1122, 1297, 1248, 1326)
article-text: Ὅπως δὲ ἡ Ἑταιρεία μὴ πληρώνῃ πολλὰ ἀσφάλιστρα διὰ τὴν ἀσφάλειαν τῶν πλοίων θὰ ἱδρύσῃ αὐτὴ ἴδιον ταμεῖον ἀσφαλίσεως. (564, 275, 802, 315)
article-text: Περὶ τοῦ ἀποτελέσματος τῆς ἐκλογῆς Καρδίτσης δὲν ἐλήφθη ἐπίσημον τηλεγράφημα, κατ' ἰδιωτικὰς ὅμως πληροφορίας ἐξελέγη ὁ κυβερνητικὸς κ. Ζυγούλης. (564, 503, 802, 569)
ad-text: Ἀφίξεις εἰς Μασσαλίαν Πέμπτην πρωΐαν 29/11, 12/25 Ἰανουαρίου, 26/8, 9/22 Φεβρουαρίου, 23/8, 9/22 Μαρτίου, 23/5, 6/19 Ἀπριλίου, 20/3, 4/17 Μαΐου, 1/14, 15/28 Ἰουνίου. (1324, 264, 1543, 331)
article-text: Καθὰ ἐλέγετο χθὲς κατὰ τὴν σημερινὴν συνεδρίασιν τῆς Βουλῆς οἱ βουλευταὶ κ. Σμολένσκης καὶ Κρεστενίτης θὰ προκαλέσωσι τὴν Κυβέρνησιν νὰ δώσῃ ἐξηγήσεις εἰς τὴν Βουλὴν περὶ τῶν κατ' αὐτὰς ἀναγραφομένων εἰς τὰς ἐφημερίδας ἐπὶ τῶν στρατιωτικῶν νομοσχεδίων καὶ τῆς γνώμης τοῦ Διαδόχου. (60, 294, 298, 400)
headline-neapolin: ΝΕΑΠΟΛΙΝ ΚΑΙ ΜΑΣΣΑΛΙΑΝ (1353, 233, 1514, 246)
ad-text: Γ. Α. Καλαμπόκας, ἰατρὸς παθολόγος, εἰδικὸς σπουδάσας ἐν Παρισίοις. Χημικὴ ἐξέτασις γαστρικοῦ ὑγροῦ. Δέχεται 9—11 π. μ. καὶ 2—4 μ. μ. (1073, 1232, 1297, 1285)
subheadline: Διὰ τοὺς εἰς Ἀμερικὴν μεταναστεύοντας (1369, 871, 1498, 897)
ad-text: — Κυριακὴν κατὰ 14ήμερον. (1324, 248, 1477, 261)
price-line: Τελοτὰ » » 20 (1331, 725, 1406, 738)
article-text: Ἡ συνέντευξις αὕτη μεταξὺ τοῦ κ. Δηλιγιάννη καὶ τοῦ κ. Διμπρίτου ἀφορᾷ τὸν καταρτισμὸν τῶν στρατιωτικῶν νομοσχεδίων θὰ σχετίζεται δὲ ἀφορᾷ τὸ ζήτημα τῶν μεταθέσεων καὶ τοποθετήσεων τῶν ἀξιωματικῶν. (60, 627, 298, 707)
article-text: Ἐξεδόθη σήμερον τὸ α' τεῦχος τῶν «Ἀφροδισίων Νοσημάτων» τοῦ Λεσὲρ καὶ τιμᾶται δραχμῆς. Εὑρίσκονται ἐγγράφονται ἀντὶ δρ. 5. (815, 725, 1053, 778)
headline-mylos-kafe: ΑΜΕΡΙΚΑΝΙΚΟΣ ΜΥΛΟΣ ΚΑΦΕ (1076, 1121, 1294, 1137)
headline-endiaferousa: ΕΝΔΙΑΦΕΡΟΥΣΑ ΕΙΔΟΠΟΙΗΣΙΣ (1317, 853, 1550, 868)
headline-taxydromeion: ΤΑΧΥΔΡΟΜΕΙΟΝ (874, 506, 994, 522)
article-text: Πάντα τὰ ἀτμόπλοια αὐτῆς θὰ ναυλοχῶσιν εἰς τὸν λιμένα τοῦ Πειραιῶς. (564, 246, 802, 272)
subheadline: Ἐν Πάτραις (652, 1285, 714, 1297)
subheadline: ΟΛΑΙ ΑΙ ΛΕΠΤΟΜΕΡΕΙΑΙ (367, 357, 497, 369)
column-2 (313, 90, 551, 2200)
ad-text: Ἐκ τοῦ ἐν Πειραιεῖ πρακτορείου τῆς ἐν Πειραιεῖ ἐδρευούσης ἑταιρ. γαλλ. ἀτμοπλοΐας τῶν Θαλασσίων Διαπορθμεύσεων. (1324, 507, 1543, 560)
seal-graphic (1080, 697, 1290, 907)
subheadline: Η ΕΠΑΝΑΛΗΨΙΣ ΤΩΝ ΕΡΓΑΣΙΩΝ (68, 984, 290, 999)
divider (576, 727, 790, 728)
headline-yperokeaneiou: ΥΠΕΡΩΚΕΑΝΕΙΟΥ (351, 273, 513, 294)
price-list-title: Ἐπὶ παραγγελίᾳ εἰς τὰς ἑξῆς τιμὰς: (1331, 659, 1548, 672)
ad-text: Δέχεται καθ' ἑκάστην ἡμέραν, ἀπὸ 8—9. (1073, 286, 1289, 299)
article-text: νομοσχεδίων, ἀλλ' ἐν τῇ ἀπαντήσει πρὸς τὸν Βασιλικὸν Λόγον. (60, 90, 298, 116)
article-text: Πρῶτον ἀντικείμενον τῆς Ἡμερησίας Διατάξεως εἶναι ἡ ἀπάντησις ἐπὶ τοῦ Βασιλικοῦ Λόγου, ἐπὶ τῆς ὁποίας θὰ προκληθῇ συζήτησις ἐκτεταμένη καὶ θὰ λάβουν μέρος ὅλοι οἱ ἀρχηγοὶ τῶν κομμάτων. (60, 1271, 298, 1351)
headline-proairetiki: ΓΡΑΜΜΗ ΠΡΟΑΙΡΕΤΙΚΗ (1324, 337, 1543, 352)
price-line: Λουτρίτης μέ γάλ. δρ. Μόνον 22 (1331, 676, 1504, 689)
ad-text: Συνομολογοῦνται δάνεια καὶ πράξεις ἐμπορικαὶ διὰ συγκαταβατικωτάτους ὅρους. Ἐκποιοῦνται καὶ ἀγοράζονται ὁμολογίαι τῶν Δανείων καὶ μετοχαὶ Ἐθνικῆς Τραπέζης. (1073, 1448, 1297, 1515)
headline-atmoploikis: ΑΤΜΟΠΛΟΪΚΗΣ ΕΤΑΙΡΙΑΣ (340, 297, 524, 313)
ad-text: σπουδάσας εἰδικῶς ἐπὶ τετραετίαν τοὺς ἀνωτέρω κλάδους ἐν ταῖς διασημοτέραις κλινικαῖς τῶν νοσοκομείων Παρισίων, Βιέννης, Βερολίνου, Λονδίνου καὶ Βρυξελλῶν, δέχεται ἐν τῷ ἰδίῳ κλινικῷ αὐτοῦ. (1073, 458, 1297, 538)
article-text: μένος εὑρέθη πτῶμα ἐκβρασθὲν τὴν ἐβδομάδαν ὥραν τῆς νυκτός. Ἐκτεθὲν ἀνεγνωρίσθη ὡς ἀνῆκον εἰς τὸν Κωνστ. Πρασίδην Ἠπειρώτην αὐτοκτονήσαντα συνεπείᾳ ἀνέχειας. (815, 90, 1053, 156)
headline-ploes: ΟΙ ΠΛΟΕΣ ΤΩΝ ΑΤΜΟΠΛΟΙΩΝ.— Η ΕΠΙΧΟΡΗΓΗΣΙΣ ΤΗΣ ΚΥΒΕΡΝΗΣΕΩΣ (329, 1177, 535, 1201)
headline-edra: Η ΕΔΡΑ ΤΗΣ ΕΤΑΙΡΙΑΣ (619, 187, 747, 200)
article-text: Ἡ μεγάλη αὕτη ἐπιχείρησις τῆς Ἑταιρείας προὐκάλεσε μέγα ἐνδιαφέρον μεταξὺ τῶν ὁμογενῶν, οἱ ὁποῖοι ἔσπευσαν νὰ ἀγοράσωσι μετοχὰς τῆς Ἑταιρείας. (313, 1356, 551, 1409)
headline-trapezitikon: ΤΡΑΠΕΖΟΜΕΣΙΤΙΚΟΝ ΓΡΑΦΕΙΟΝ (1092, 1394, 1278, 1407)
ad-text: Πωλεῖται οἰκία τριώροφος, παρὰ τῇ ὁδῷ Πατησίων ἔχουσα εὐρύχωρα δωμάτια καὶ αὐλὴν ἐμβαδοῦ 800 τεκτ. Πληροφορίαι παρὰ τῷ κ. Γ. Βεκλῆς. (1324, 1196, 1543, 1250)
headline-massalian: ΜΑΣΣΑΛΙΑΝ (1376, 384, 1491, 405)
price-line: Βιβλία » » 18 (1331, 741, 1403, 754)
masthead-rule (60, 74, 1550, 76)
divider (325, 317, 539, 318)
ad-messageries (1317, 94, 1550, 569)
article-text: Προκειμένου ὅμως περὶ τῶν στρατιωτικῶν νομοσχεδίων μανθάνομεν ἐπίσης καὶ ἄλλην ἐνέργειαν τῶν περὶ τὴν Γενικὴν Διοίκησιν. (60, 137, 298, 191)
masthead-rule-thin (60, 80, 1550, 81)
article-text: Ἡ Ἑταιρεία «Marmor Limited» γνωστοποιεῖ εἰς τοὺς ἐνδιαφερομένους ὅτι προκειμένου νὰ μεταφέρῃ τὴν ἕδραν αὐτῆς, ἀναβάλλει τὴν ἐκποίησιν τῶν ἐν αὐτῇ Μαρμάρων κατὰ 15—20 τοῖς ἑκατὸν ἀναλόγως τοῦ ἀγοραζομένου ποσοῦ. (815, 1170, 1053, 1250)
byline: (Ἰδιαιτ. τηλεγραφ. τοῦ «Ἐμπρός») (596, 1194, 770, 1206)
ad-oikia (1317, 1192, 1550, 1259)
headline-epitropi: Η ΣΗΜΕΡΙΝΗ ΕΠΙΤΡΟΠΗΣ (105, 279, 253, 291)
